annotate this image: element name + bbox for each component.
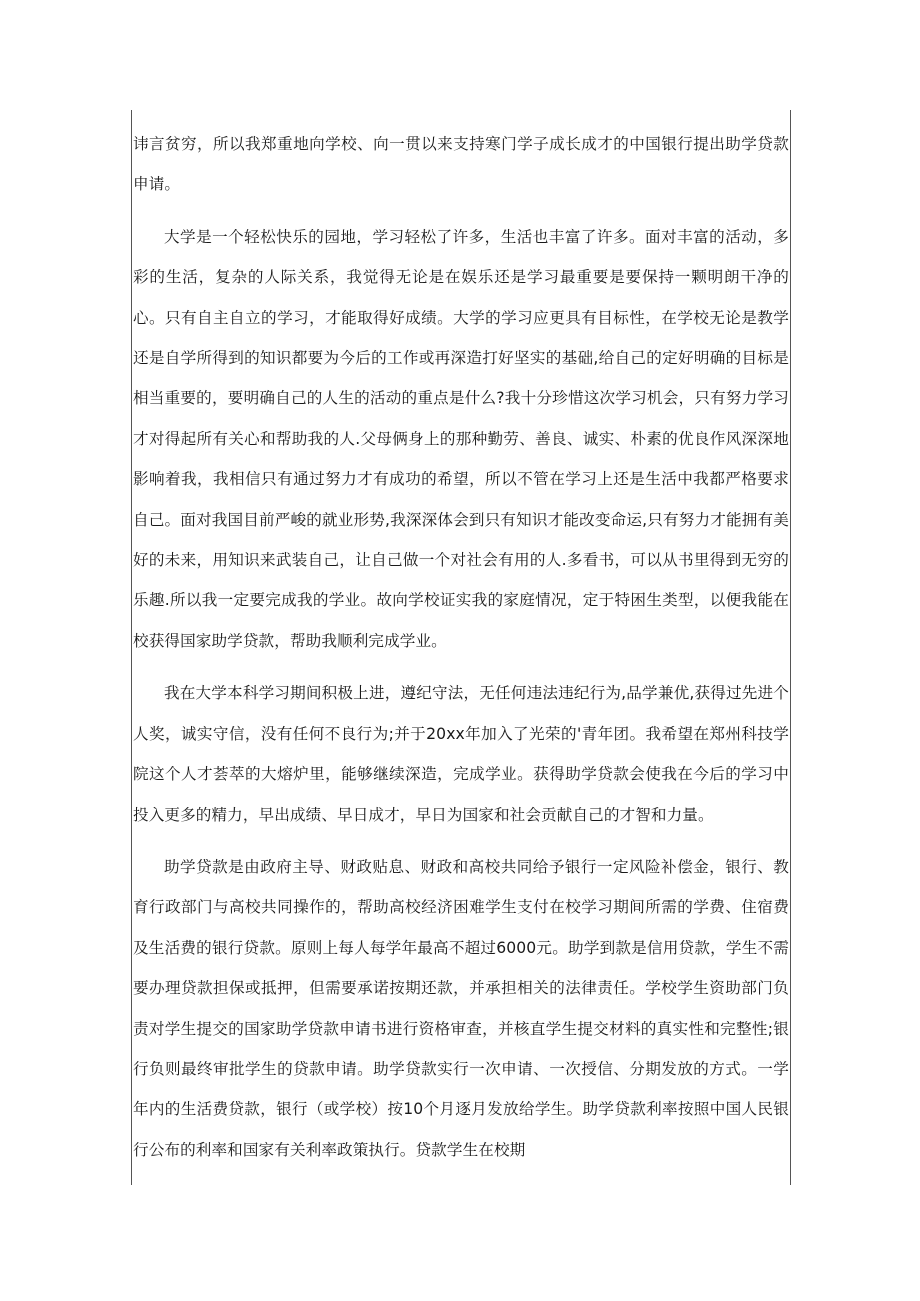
paragraph-3: 我在大学本科学习期间积极上进，遵纪守法，无任何违法违纪行为,品学兼优,获得过先进个人奖，诚实守信，没有任何不良行为;并于20xx年加入了光荣的'青年团。我希望在郑州科技学院这个人才荟萃的大熔炉里，能够继续深造，完成学业。获得助学贷款会使我在今后的学习中投入更多的精力，早出成绩、早日成才，早日为国家和社会贡献自己的才智和力量。: [133, 684, 789, 824]
page-border-left: [131, 110, 132, 1185]
paragraph-4: 助学贷款是由政府主导、财政贴息、财政和高校共同给予银行一定风险补偿金，银行、教育行政部门与高校共同操作的，帮助高校经济困难学生支付在校学习期间所需的学费、住宿费及生活费的银行贷款。原则上每人每学年最高不超过6000元。助学到款是信用贷款，学生不需要办理贷款担保或抵押，但需要承诺按期还款，并承担相关的法律责任。学校学生资助部门负责对学生提交的国家助学贷款申请书进行资格审查，并核直学生提交材料的真实性和完整性;银行负则最终审批学生的贷款申请。助学贷款实行一次申请、一次授信、分期发放的方式。一学年内的生活费贷款，银行（或学校）按10个月逐月发放给学生。助学贷款利率按照中国人民银行公布的利率和国家有关利率政策执行。贷款学生在校期: [133, 857, 789, 1159]
paragraph-1: 讳言贫穷，所以我郑重地向学校、向一贯以来支持寒门学子成长成才的中国银行提出助学贷款申请。: [133, 135, 789, 194]
paragraph-2: 大学是一个轻松快乐的园地，学习轻松了许多，生活也丰富了许多。面对丰富的活动，多彩的生活，复杂的人际关系，我觉得无论是在娱乐还是学习最重要是要保持一颗明朗干净的心。只有自主自立的学习，才能取得好成绩。大学的学习应更具有目标性，在学校无论是教学还是自学所得到的知识都要为今后的工作或再深造打好坚实的基础,给自己的定好明确的目标是相当重要的，要明确自己的人生的活动的重点是什么?我十分珍惜这次学习机会，只有努力学习才对得起所有关心和帮助我的人.父母俩身上的那种勤劳、善良、诚实、朴素的优良作风深深地影响着我，我相信只有通过努力才有成功的希望，所以不管在学习上还是生活中我都严格要求自己。面对我国目前严峻的就业形势,我深深体会到只有知识才能改变命运,只有努力才能拥有美好的未来，用知识来武装自己，让自己做一个对社会有用的人.多看书，可以从书里得到无穷的乐趣.所以我一定要完成我的学业。故向学校证实我的家庭情况，定于特困生类型，以便我能在校获得国家助学贷款，帮助我顺利完成学业。: [133, 227, 789, 650]
page-border-right: [790, 110, 791, 1185]
document-body: [133, 124, 789, 1182]
